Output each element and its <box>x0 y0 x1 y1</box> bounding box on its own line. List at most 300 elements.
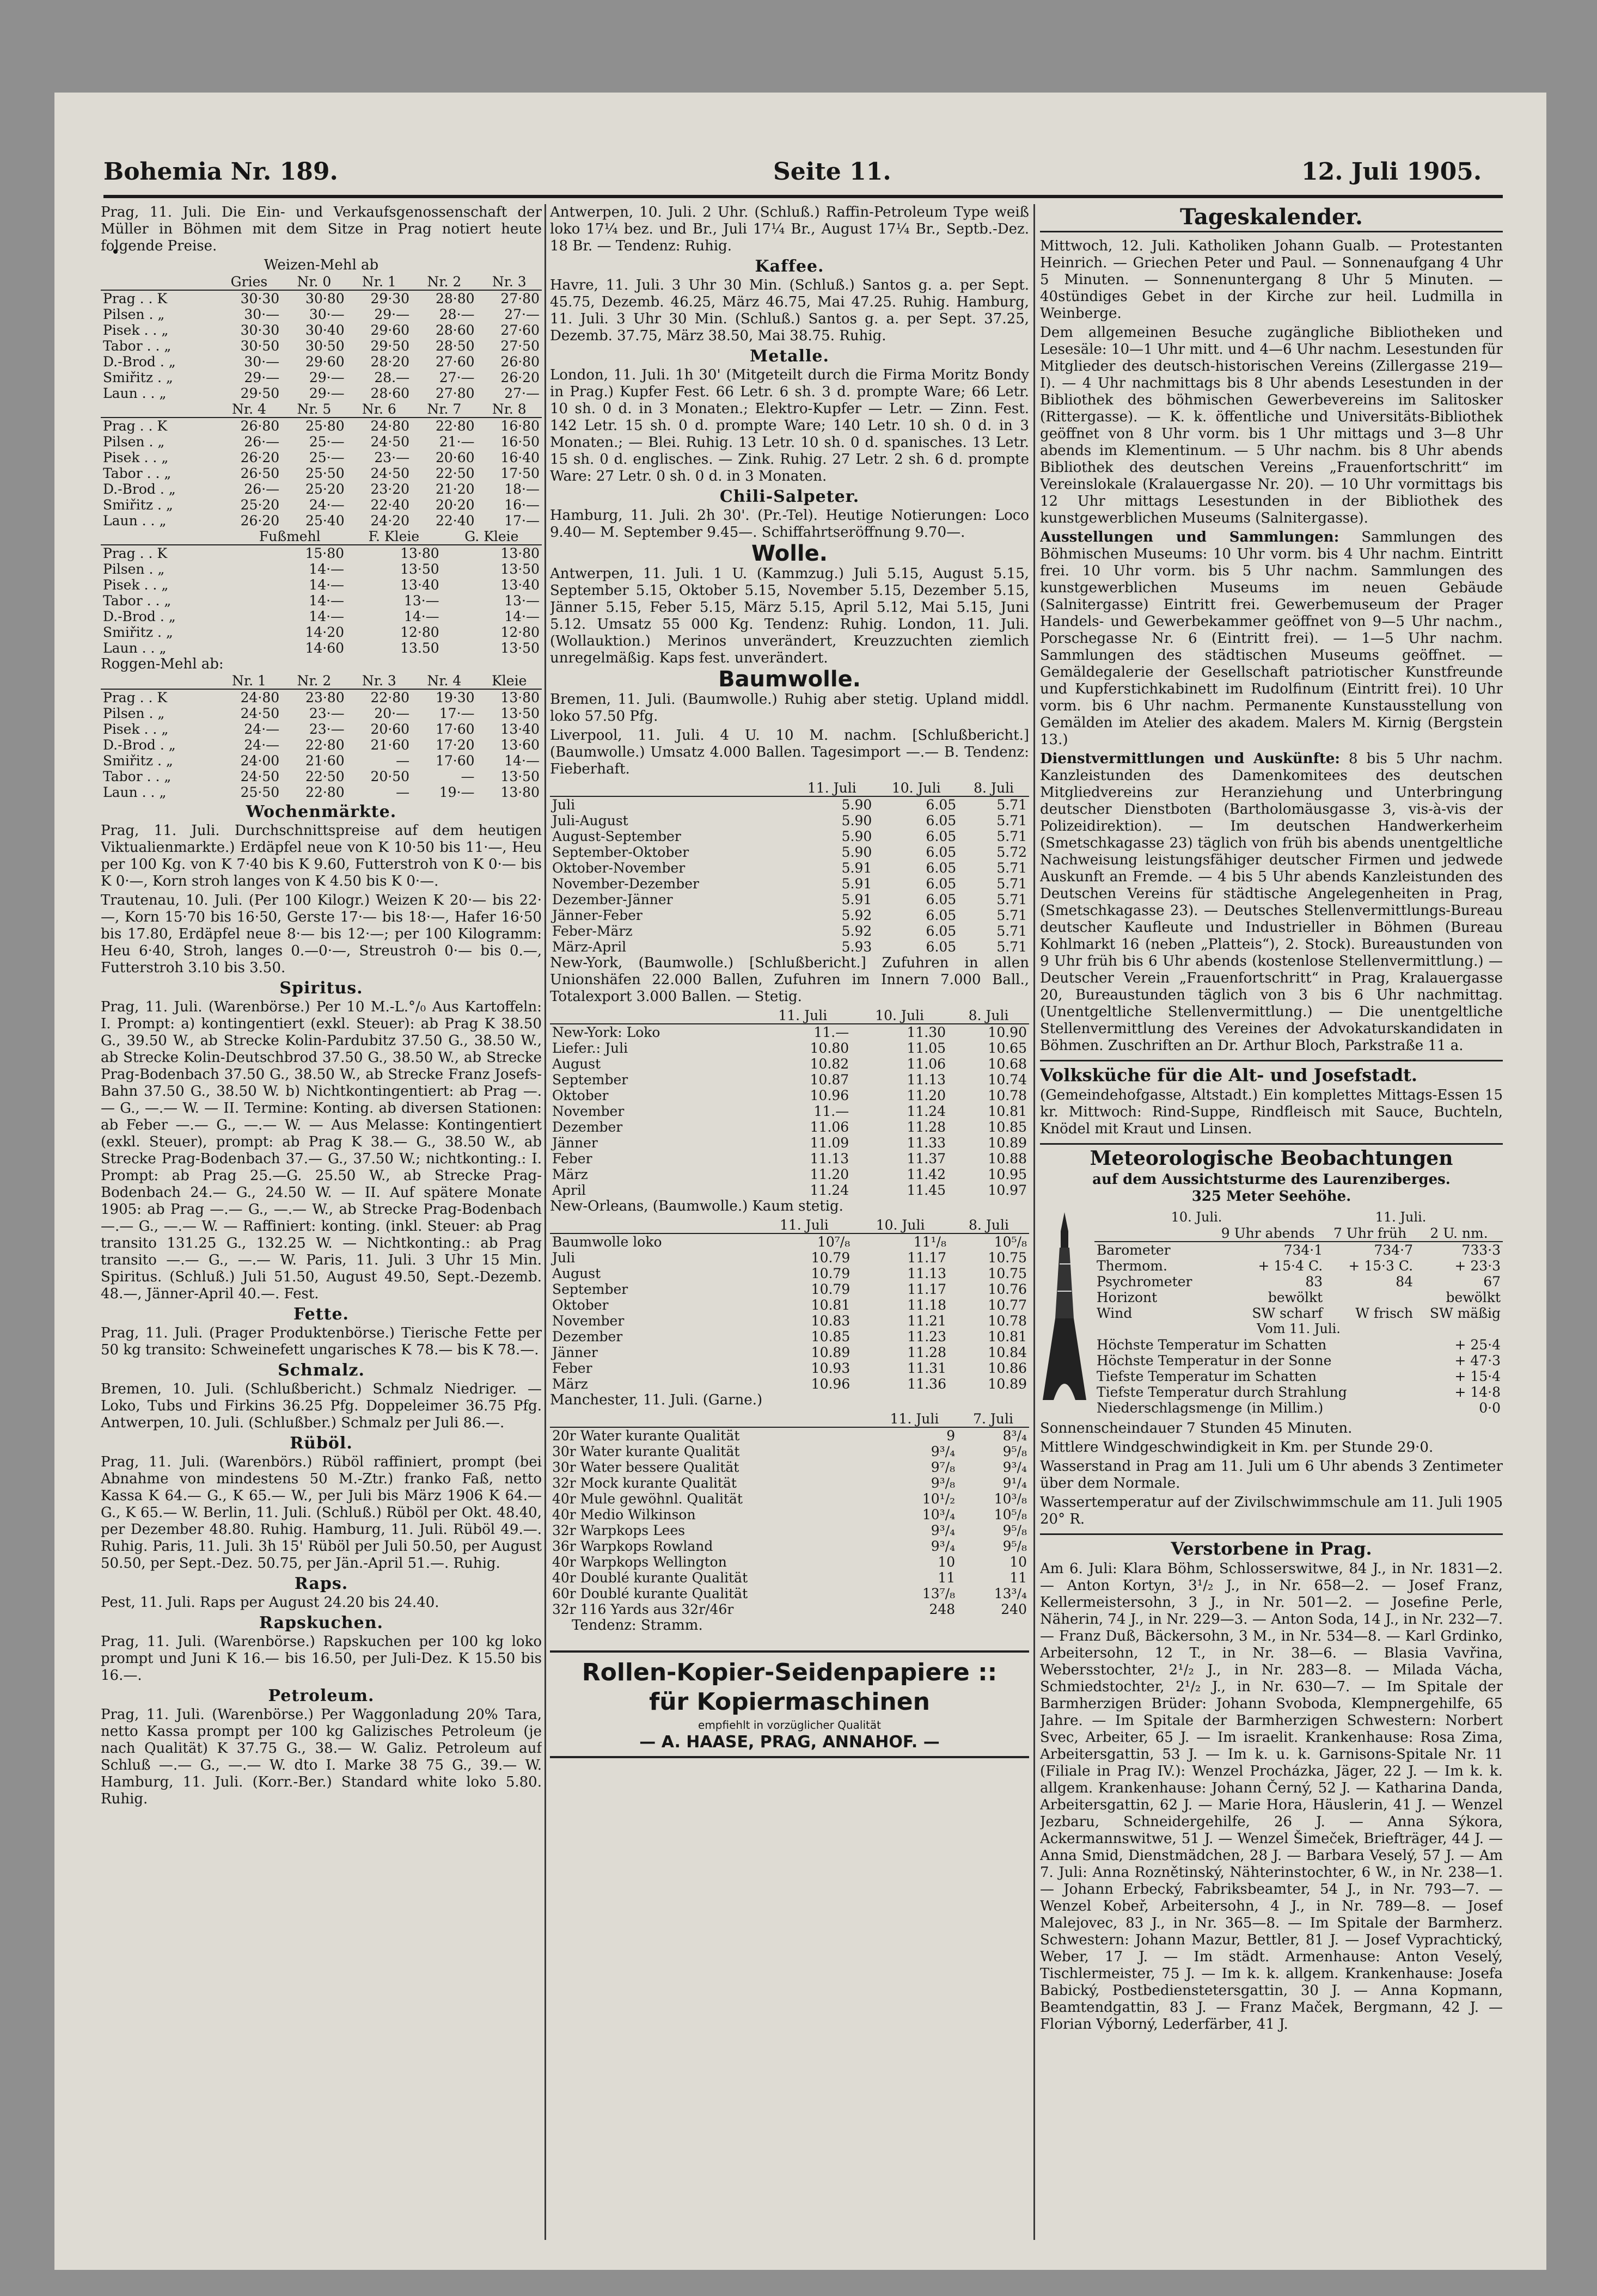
table-cell: 13⁷/₈ <box>922 1586 956 1601</box>
table-cell: 5.92 <box>841 907 872 923</box>
table-cell: 10.89 <box>988 1135 1027 1151</box>
column-header: 11. Juli <box>872 1411 957 1427</box>
table-cell: 11.20 <box>907 1088 946 1103</box>
table-cell: 29·— <box>244 370 280 385</box>
table-row <box>101 338 542 354</box>
article: Mittwoch, 12. Juli. Katholiken Johann Gualb. — Protestanten Heinrich. — Griechen Peter und Paul. — Sonnenaufgang 4 Uhr 5 Minuten. — Sonnenuntergang 8 Uhr 5 Minuten. — 40stündiges Gebet in der Kirche zur heil. Ludmilla in Weinberge. <box>1040 238 1503 322</box>
table-cell: 20·20 <box>435 497 475 513</box>
column-header: Nr. 6 <box>347 401 412 418</box>
table-cell: 30·— <box>309 306 345 322</box>
divider <box>1040 231 1503 232</box>
table-row <box>101 769 542 784</box>
table-cell: August <box>552 1056 601 1072</box>
table-cell: 13·50 <box>500 640 540 656</box>
table-cell: 67 <box>1483 1274 1501 1290</box>
table-row <box>550 1088 1029 1103</box>
table-cell: 5.72 <box>996 844 1027 860</box>
article: Bremen, 10. Juli. (Schlußbericht.) Schmalz Niedriger. — Loko, Tubs und Firkins 36.25 Pfg. Doppeleimer 36.75 Pfg. Antwerpen, 10. Juli. (Schlußber.) Schmalz per Juli 86.—. <box>101 1381 542 1431</box>
table-cell: 9³/₄ <box>1002 1459 1027 1475</box>
table-cell: 20·50 <box>370 769 410 784</box>
table-cell: 10.87 <box>810 1072 849 1088</box>
table-cell: Oktober-November <box>552 860 686 876</box>
table-cell: Prag . . K <box>103 690 168 705</box>
table-cell: + 14·8 <box>1454 1384 1501 1400</box>
table-row <box>1094 1368 1503 1384</box>
table-cell: 19·— <box>439 784 475 800</box>
table-cell: 29·— <box>374 306 410 322</box>
table-cell: 20·60 <box>435 450 475 465</box>
section-heading: Tageskalender. <box>1180 204 1363 230</box>
table-row <box>550 923 1029 939</box>
table-cell: 11.28 <box>907 1119 946 1135</box>
table-cell: 21·— <box>439 434 475 450</box>
table-cell: 27·— <box>439 370 475 385</box>
header-rule <box>103 195 1503 198</box>
table-cell: Laun . . „ <box>103 784 167 800</box>
table-cell: 12·80 <box>500 624 540 640</box>
table-row <box>550 1024 1029 1040</box>
table-cell: 10⁵/₈ <box>994 1234 1027 1250</box>
table-cell: Juli <box>552 1250 576 1266</box>
table-cell: 9³/₄ <box>931 1538 956 1554</box>
table-cell: 13·— <box>403 593 439 609</box>
mill-intro: Prag, 11. Juli. Die Ein- und Verkaufsgenossenschaft der Müller in Böhmen mit dem Sitze in Prag notiert heute folgende Preise. <box>101 204 542 254</box>
table-cell: 32r Warpkops Lees <box>552 1523 686 1538</box>
table-cell: 13·80 <box>500 784 540 800</box>
table-row <box>101 354 542 370</box>
table-cell: 10.81 <box>988 1103 1027 1119</box>
table-cell: 734·1 <box>1283 1242 1323 1258</box>
table-cell: 13·80 <box>500 545 540 561</box>
article: Prag, 11. Juli. (Prager Produktenbörse.) Tierische Fette per 50 kg transito: Schweinefett ungarisches K 78.— bis K 78.—. <box>101 1325 542 1358</box>
table-cell: 5.91 <box>841 876 872 892</box>
tendenz: Tendenz: Stramm. <box>572 1617 703 1634</box>
table-row <box>550 1281 1029 1297</box>
table-cell: 734·7 <box>1374 1242 1414 1258</box>
subheading: 325 Meter Seehöhe. <box>1191 1188 1351 1205</box>
table-cell: 13·— <box>504 593 540 609</box>
table-cell: 13·60 <box>500 737 540 753</box>
table-cell: Tiefste Temperatur durch Strahlung <box>1097 1384 1347 1400</box>
table-cell: 11.24 <box>810 1182 849 1198</box>
table-cell: 10 <box>938 1554 956 1570</box>
table-row <box>101 306 542 322</box>
table-cell: Pilsen . „ <box>103 705 165 721</box>
table-cell: Barometer <box>1097 1242 1171 1258</box>
table-cell: 10.89 <box>988 1376 1027 1392</box>
table-cell: 5.71 <box>996 876 1027 892</box>
column-header: 2 U. nm. <box>1415 1225 1503 1242</box>
table-cell: 14·— <box>504 753 540 769</box>
table-cell: 11¹/₈ <box>913 1234 946 1250</box>
table-row <box>550 876 1029 892</box>
table-cell: 10.85 <box>811 1329 850 1345</box>
table-cell: Smiřitz . „ <box>103 624 173 640</box>
article: Liverpool, 11. Juli. 4 U. 10 M. nachm. [Schlußbericht.] (Baumwolle.) Umsatz 4.000 Ballen. Tagesimport —.— B. Tendenz: Fieberhaft. <box>550 727 1029 777</box>
column-header: G. Kleie <box>442 529 542 545</box>
table-header-row <box>550 1008 1029 1024</box>
column-header: 11. Juli <box>756 1217 853 1233</box>
table-row <box>101 640 542 656</box>
table-cell: 5.90 <box>841 828 872 844</box>
table-cell: 6.05 <box>926 892 957 907</box>
table-cell: 10.82 <box>810 1056 849 1072</box>
table-cell: 26·80 <box>240 418 280 434</box>
column-header: Nr. 4 <box>217 401 282 418</box>
table-cell: 10.79 <box>811 1281 850 1297</box>
column-header: Nr. 7 <box>412 401 476 418</box>
table-cell: 30·30 <box>240 291 280 306</box>
table-cell: 5.71 <box>996 860 1027 876</box>
table-cell: + 23·3 <box>1454 1258 1501 1274</box>
table-cell: Prag . . K <box>103 545 168 561</box>
weather-vom: Vom 11. Juli. <box>1257 1321 1341 1336</box>
section-heading: Rapskuchen. <box>259 1613 383 1632</box>
table-row <box>550 796 1029 813</box>
article: Wasserstand in Prag am 11. Juli um 6 Uhr abends 3 Zentimeter über dem Normale. <box>1040 1458 1503 1491</box>
table-cell: 5.71 <box>996 813 1027 828</box>
table-cell: 17·— <box>504 513 540 529</box>
table-cell: 6.05 <box>926 844 957 860</box>
table-cell: 26·20 <box>240 450 280 465</box>
column-header: Fußmehl <box>234 529 347 545</box>
section-heading: Spiritus. <box>279 979 363 998</box>
table-cell: D.-Brod . „ <box>103 737 176 753</box>
column-header: 11. Juli <box>754 1008 851 1024</box>
table-cell: November-Dezember <box>552 876 700 892</box>
table-cell: Pisek . . „ <box>103 577 169 593</box>
table-row <box>550 1266 1029 1281</box>
table-cell: 11.30 <box>907 1024 946 1040</box>
table-cell: 18·— <box>504 481 540 497</box>
table-cell: 10.76 <box>988 1281 1027 1297</box>
table-cell: März <box>552 1376 588 1392</box>
article: Prag, 11. Juli. (Warenbörse.) Per 10 M.-L.°/₀ Aus Kartoffeln: I. Prompt: a) kontingentiert (exkl. Steuer): ab Prag K 38.50 G., 39.50 W., ab Strecke Kolin-Pardubitz 37.50 G., 38.50 W., ab Strecke Kolin-Deutschbrod 37.50 G., 38.50 W., ab Strecke Prag-Bodenbach 37.50 G., 38.50 W., ab Strecke Franz Josefs-Bahn 37.50 G., 38.50 W. b) Nichtkontingentiert: ab Prag —.— G., —.— W. — II. Termine: Konting. ab diversen Stationen: ab Feber —.— G., —.— W. — Aus Melasse: Kontingentiert (exkl. Steuer), prompt: ab Prag K 38.— G., 38.50 W., ab Strecke Prag-Bodenbach 37.— G., 37.50 W.; nichtkonting.: I. Prompt: ab Prag 25.—G. 25.50 W., ab Strecke Prag-Bodenbach 24.— G., 24.50 W. — II. Auf spätere Monate 1905: ab Prag —.— G., —.— W., ab Strecke Prag-Bodenbach —.— G., —.— W. — Raffiniert: konting. (inkl. Steuer: ab Prag transito 131.25 G., 132.25 W. — Nichtkonting.: ab Prag transito —.— G., —.— W. Paris, 11. Juli. 3 Uhr 15 Min. Spiritus. (Schluß.) Juli 51.50, August 49.50, Sept.-Dezemb. 48.—, Jänner-April 40.—. Fest. <box>101 999 542 1302</box>
table-row <box>101 609 542 624</box>
table-cell: 5.92 <box>841 923 872 939</box>
table-cell: 22·80 <box>370 690 410 705</box>
table-cell: 10.77 <box>988 1297 1027 1313</box>
ad-line: für Kopiermaschinen <box>649 1688 930 1716</box>
article: Wassertemperatur auf der Zivilschwimmschule am 11. Juli 1905 20° R. <box>1040 1494 1503 1527</box>
table-cell: 28·20 <box>370 354 410 370</box>
liverpool-table <box>550 780 1029 955</box>
table-row <box>550 1167 1029 1182</box>
table-cell: Oktober <box>552 1088 609 1103</box>
article: London, 11. Juli. 1h 30' (Mitgeteilt durch die Firma Moritz Bondy in Prag.) Kupfer Fest. 66 Letr. 6 sh. 3 d. prompte Ware; 66 Letr. 10 sh. 0 d. in 3 Monaten.; Elektro-Kupfer — Letr. — Zinn. Fest. 142 Letr. 15 sh. 0 d. prompte Ware; 140 Letr. 10 sh. 0 d. in 3 Monaten.; — Blei. Ruhig. 13 Letr. 10 sh. 0 d. spanisches. 13 Letr. 15 sh. 0 d. englisches. — Zink. Ruhig. 27 Letr. 2 sh. 6 d. prompte Ware: 27 Letr. 0 sh. 0 d. in 3 Monaten. <box>550 367 1029 484</box>
table-cell: 14·— <box>309 577 345 593</box>
table-cell: 13·40 <box>500 721 540 737</box>
table-cell: 10.88 <box>988 1151 1027 1167</box>
table-row <box>101 450 542 465</box>
table-row <box>101 370 542 385</box>
table-cell: 11.06 <box>907 1056 946 1072</box>
table-cell: 10.90 <box>988 1024 1027 1040</box>
table-cell: 13·40 <box>500 577 540 593</box>
table-cell: 5.91 <box>841 860 872 876</box>
table-cell: 14·— <box>403 609 439 624</box>
table-row <box>1094 1258 1503 1274</box>
table-row <box>101 434 542 450</box>
table-cell: Tabor . . „ <box>103 338 172 354</box>
table-cell: Tabor . . „ <box>103 593 172 609</box>
table-cell: 11.42 <box>907 1167 946 1182</box>
table-cell: 6.05 <box>926 828 957 844</box>
table-cell: 9⁷/₈ <box>931 1459 956 1475</box>
ad-line: — A. HAASE, PRAG, ANNAHOF. — <box>639 1733 940 1752</box>
table-row <box>1094 1400 1503 1416</box>
weizen-table-2 <box>101 401 542 529</box>
table-cell: 9⁵/₈ <box>1002 1523 1027 1538</box>
article: New-Orleans, (Baumwolle.) Kaum stetig. <box>550 1198 843 1214</box>
table-cell: Thermom. <box>1097 1258 1167 1274</box>
table-cell: 26·50 <box>240 465 280 481</box>
column-header: 9 Uhr abends <box>1211 1225 1325 1242</box>
section-heading: Raps. <box>294 1574 348 1593</box>
table-cell: 10.96 <box>811 1376 850 1392</box>
table-row <box>550 1329 1029 1345</box>
column-header: 8. Juli <box>948 1008 1029 1024</box>
table-cell: 24·80 <box>370 418 410 434</box>
table-cell: 24·— <box>309 497 345 513</box>
table-row <box>101 753 542 769</box>
table-cell: Feber <box>552 1360 592 1376</box>
table-cell: 21·20 <box>435 481 475 497</box>
neworleans-table <box>550 1217 1029 1392</box>
table-cell: 10.75 <box>988 1250 1027 1266</box>
table-cell: SW mäßig <box>1429 1305 1501 1321</box>
table-cell: 5.71 <box>996 923 1027 939</box>
article: Manchester, 11. Juli. (Garne.) <box>550 1392 763 1408</box>
table-cell: — <box>396 784 410 800</box>
table-cell: 9³/₄ <box>931 1444 956 1459</box>
table-cell: 28·60 <box>435 322 475 338</box>
table-cell: — <box>396 753 410 769</box>
table-cell: Prag . . K <box>103 291 168 306</box>
ad-line: Rollen-Kopier-Seidenpapiere :: <box>582 1659 998 1686</box>
article <box>1040 529 1503 748</box>
table-cell: 5.93 <box>841 939 872 955</box>
table-cell: 20·— <box>374 705 410 721</box>
table-row <box>550 1491 1029 1507</box>
table-row <box>550 1523 1029 1538</box>
column-header: 10. Juli <box>851 1008 948 1024</box>
table-cell: 10.85 <box>988 1119 1027 1135</box>
article-text: 8 bis 5 Uhr nachm. Kanzleistunden des Damenkomitees des deutschen Mitgliedvereins zur Heranziehung und Unterbringung deutscher Dienstboten (Bartholomäusgasse 3, vis-à-vis der Polizeidirektion). — Im deutschen Handwerkerheim (Smetschkagasse 23) täglich von früh bis abends unentgeltliche Nachweisung leistungsfähiger deutscher Firmen und jedwede Auskunft an Fremde. — 4 bis 5 Uhr abends Kanzleistunden des Deutschen Vereins für städtische Angelegenheiten in Prag, (Smetschkagasse 23). — Deutsches Stellenvermittlungs-Bureau deutscher Kaufleute und Industrieller in Böhmen (Bureau Kohlmarkt 16 (neben „Platteis“), 2. Stock). Bureaustunden von 9 Uhr früh bis 6 Uhr abends (kostenlose Stellenvermittlung.) — Deutscher Verein „Frauenfortschritt“ in Prag, Kralauergasse 20, Bureaustunden täglich von 3 bis 6 Uhr nachmittag. (Unentgeltliche Stellenvermittlung.) — Die unentgeltliche Stellenvermittlung des Vereines der Advokaturskandidaten in Böhmen. Zuschriften an Dr. Arthur Bloch, Parkstraße 11 a. <box>1040 751 1503 1054</box>
roggen-title: Roggen-Mehl ab: <box>101 656 224 672</box>
table-cell: D.-Brod . „ <box>103 481 176 497</box>
column-header: 8. Juli <box>949 1217 1029 1233</box>
table-cell: Dezember <box>552 1119 623 1135</box>
table-row <box>550 1313 1029 1329</box>
table-cell: 25·20 <box>305 481 345 497</box>
table-cell: 10⁵/₈ <box>994 1507 1027 1523</box>
table-cell: 19·30 <box>435 690 475 705</box>
table-cell: Höchste Temperatur im Schatten <box>1097 1337 1327 1353</box>
subheading: Dienstvermittlungen und Auskünfte: <box>1040 751 1341 767</box>
table-row <box>550 828 1029 844</box>
table-cell: 25·50 <box>305 465 345 481</box>
kleie-table <box>101 529 542 656</box>
table-cell: Juli-August <box>552 813 628 828</box>
table-cell: 16·40 <box>500 450 540 465</box>
table-row <box>101 689 542 705</box>
weather-table <box>1094 1225 1503 1321</box>
table-cell: 13·50 <box>500 705 540 721</box>
table-cell: 10.79 <box>811 1250 850 1266</box>
table-cell: 14·— <box>309 609 345 624</box>
article: Dem allgemeinen Besuche zugängliche Bibliotheken und Lesesäle: 10—1 Uhr mitt. und 4—6 Uhr nachm. Lesestunden für Mitglieder des deutsch-historischen Vereins (Zillergasse 219—I). — 4 Uhr nachmittags bis 8 Uhr abends Lesestunden in der Bibliothek des böhmischen Gewerbevereins im Salitosker (Rittergasse). — K. k. öffentliche und Universitäts-Bibliothek geöffnet von 8 Uhr vorm. bis 1 Uhr mittags und 3—8 Uhr abends im Klementinum. — 5 Uhr nachm. bis 8 Uhr abends Bibliothek des deutschen Vereins „Frauenfortschritt“ im Vereinslokale (Kralauergasse Nr. 20). — 10 Uhr vormittags bis 12 Uhr mittags Lesestunden in der Bibliothek des kunstgewerblichen Museums (Salnitergasse). <box>1040 324 1503 526</box>
table-cell: 10 <box>1009 1554 1027 1570</box>
table-cell: 11.13 <box>907 1266 946 1281</box>
table-cell: April <box>552 1182 586 1198</box>
table-cell: 30·— <box>244 306 280 322</box>
table-cell: 10.96 <box>810 1088 849 1103</box>
table-cell: 5.90 <box>841 844 872 860</box>
table-header-row <box>101 673 542 689</box>
table-row <box>550 1360 1029 1376</box>
table-cell: 5.90 <box>841 813 872 828</box>
table-cell: 5.71 <box>996 907 1027 923</box>
table-row <box>101 561 542 577</box>
table-row <box>550 1601 1029 1617</box>
table-cell: Pisek . . „ <box>103 721 169 737</box>
table-row <box>1094 1353 1503 1368</box>
table-cell: 10.75 <box>988 1266 1027 1281</box>
table-cell: 27·— <box>504 306 540 322</box>
table-cell: Dezember-Jänner <box>552 892 673 907</box>
table-cell: 24·00 <box>240 753 280 769</box>
table-cell: 11.23 <box>907 1329 946 1345</box>
table-cell: 10¹/₂ <box>922 1491 956 1507</box>
table-cell: 11.— <box>813 1103 849 1119</box>
table-header-row <box>101 274 542 290</box>
column-header: Nr. 3 <box>477 274 542 290</box>
weizen-table-1 <box>101 274 542 401</box>
table-row <box>101 705 542 721</box>
table-cell: 22·50 <box>305 769 345 784</box>
table-header-row <box>550 1217 1029 1233</box>
table-row <box>101 784 542 800</box>
table-cell: 10.78 <box>988 1313 1027 1329</box>
table-cell: Niederschlagsmenge (in Millim.) <box>1097 1400 1324 1416</box>
section-heading: Rüböl. <box>290 1434 353 1453</box>
table-cell: 23·20 <box>370 481 410 497</box>
subheading: auf dem Aussichtsturme des Laurenziberges. <box>1092 1171 1451 1188</box>
table-header-row <box>101 401 542 418</box>
page-number: Seite 11. <box>773 158 891 186</box>
table-cell: 25·— <box>309 450 345 465</box>
table-cell: — <box>461 769 475 784</box>
article: Antwerpen, 11. Juli. 1 U. (Kammzug.) Juli 5.15, August 5.15, September 5.15, Oktober 5.15, November 5.15, Dezember 5.15, Jänner 5.15, Feber 5.15, März 5.15, April 5.12, Mai 5.15, Juni 5.12. Umsatz 55 000 Kg. Tendenz: Ruhig. London, 11. Juli. (Wollauktion.) Merinos unverändert, Kreuzzuchten ziemlich unregelmäßig. Kaps fest. unverändert. <box>550 566 1029 666</box>
table-cell: Laun . . „ <box>103 640 167 656</box>
table-row <box>550 1427 1029 1444</box>
table-cell: 26·80 <box>500 354 540 370</box>
weather-date: 11. Juli. <box>1375 1210 1427 1225</box>
table-cell: Pilsen . „ <box>103 306 165 322</box>
divider <box>1040 1533 1503 1535</box>
table-cell: 84 <box>1396 1274 1414 1290</box>
table-cell: Smiřitz . „ <box>103 497 173 513</box>
table-cell: 32r 116 Yards aus 32r/46r <box>552 1601 734 1617</box>
table-row <box>1094 1337 1503 1353</box>
table-cell: 14·20 <box>305 624 345 640</box>
table-cell: Smiřitz . „ <box>103 753 173 769</box>
table-cell: September <box>552 1072 628 1088</box>
table-row <box>1094 1242 1503 1258</box>
table-cell: Höchste Temperatur in der Sonne <box>1097 1353 1332 1368</box>
table-cell: 30·50 <box>240 338 280 354</box>
table-row <box>101 418 542 434</box>
weather-readings <box>1094 1210 1503 1416</box>
table-cell: 30r Water bessere Qualität <box>552 1459 739 1475</box>
table-cell: August-September <box>552 828 681 844</box>
article: Hamburg, 11. Juli. 2h 30'. (Pr.-Tel). Heutige Notierungen: Loco 9.40— M. September 9.45—. Schiffahrtseröffnung 9.70—. <box>550 507 1029 541</box>
table-cell: 11.13 <box>907 1072 946 1088</box>
column-header <box>550 1008 754 1024</box>
table-cell: 9⁵/₈ <box>1002 1538 1027 1554</box>
table-cell: 29·— <box>309 385 345 401</box>
article: New-York, (Baumwolle.) [Schlußbericht.] Zufuhren in allen Unionshäfen 22.000 Ballen, Zufuhren im Innern 7.000 Ball., Totalexport 3.000 Ballen. — Stetig. <box>550 955 1029 1005</box>
table-cell: 10⁷/₈ <box>817 1234 850 1250</box>
table-cell: 10.89 <box>811 1345 850 1360</box>
table-cell: + 15·4 <box>1454 1368 1501 1384</box>
table-cell: 22·80 <box>435 418 475 434</box>
table-cell: Liefer.: Juli <box>552 1040 628 1056</box>
table-cell: 28·60 <box>370 385 410 401</box>
table-cell: SW scharf <box>1252 1305 1323 1321</box>
table-cell: 11.31 <box>907 1360 946 1376</box>
table-cell: 11.06 <box>810 1119 849 1135</box>
table-cell: 10.84 <box>988 1345 1027 1360</box>
table-cell: 17·60 <box>435 721 475 737</box>
table-cell: 17·20 <box>435 737 475 753</box>
table-cell: 40r Medio Wilkinson <box>552 1507 696 1523</box>
table-cell: 13·50 <box>500 769 540 784</box>
table-row <box>550 1459 1029 1475</box>
table-cell: 10.68 <box>988 1056 1027 1072</box>
table-cell: 10.86 <box>988 1360 1027 1376</box>
table-cell: 27·— <box>504 385 540 401</box>
table-row <box>101 513 542 529</box>
table-row <box>550 844 1029 860</box>
table-cell: 11 <box>1009 1570 1027 1586</box>
table-cell: 10.83 <box>811 1313 850 1329</box>
table-row <box>550 1135 1029 1151</box>
table-cell: 6.05 <box>926 939 957 955</box>
table-cell: Pilsen . „ <box>103 434 165 450</box>
column-header: 11. Juli <box>790 780 874 796</box>
table-cell: November <box>552 1313 625 1329</box>
article: Prag, 11. Juli. (Warenbörse.) Rapskuchen per 100 kg loko prompt und Juni K 16.— bis 16.50, per Juli-Dez. K 15.50 bis 16.—. <box>101 1634 542 1684</box>
table-row <box>550 1376 1029 1392</box>
table-cell: März-April <box>552 939 627 955</box>
table-cell: Smiřitz . „ <box>103 370 173 385</box>
article-text: Sammlungen des Böhmischen Museums: 10 Uhr vorm. bis 4 Uhr nachm. Eintritt frei. 10 Uhr vorm. bis 5 Uhr nachm. Sammlungen des kunstgewerblichen Museums im neuen Gebäude (Salnitergasse) Eintritt frei. Gewerbemuseum der Prager Handels- und Gewerbekammer geöffnet von 9—5 Uhr nachm., Porschegasse Nr. 6 (Eintritt frei). — 1—5 Uhr nachm. Sammlungen des städtischen Museums geöffnet. — Gemäldegalerie der Gesellschaft patriotischer Kunstfreunde und Kupferstichkabinett im Rudolfinum (Eintritt frei). 10 Uhr vorm. bis 6 Uhr nachm. Permanente Kunstausstellung von Gemälden im Atelier des akadem. Malers M. Kirnig (Bergstein 13.) <box>1040 529 1503 748</box>
weather-date: 10. Juli. <box>1171 1210 1222 1225</box>
column-header <box>550 1411 872 1427</box>
column-3 <box>1040 204 1503 2251</box>
column-divider <box>544 204 546 2240</box>
table-cell: 11.20 <box>810 1167 849 1182</box>
table-cell: New-York: Loko <box>552 1024 660 1040</box>
table-row <box>1094 1305 1503 1321</box>
section-heading: Verstorbene in Prag. <box>1171 1538 1372 1559</box>
table-cell <box>1325 1290 1415 1305</box>
article: Prag, 11. Juli. (Warenbörs.) Rüböl raffiniert, prompt (bei Abnahme von mindestens 50 M.-Ztr.) franko Faß, netto Kassa K 64.— G., K 65.— W., per Juli bis März 1906 K 64.— G., K 65.— W. Berlin, 11. Juli. (Schluß.) Rüböl per Okt. 48.40, per Dezember 48.80. Ruhig. Hamburg, 11. Juli. Rüböl 49.—. Ruhig. Paris, 11. Juli. 3h 15' Rüböl per Juli 50.50, per August 50.50, per Sept.-Dez. 50.75, per Jän.-April 51.—. Ruhig. <box>101 1454 542 1571</box>
column-1 <box>101 204 542 2251</box>
table-cell: 11.28 <box>907 1345 946 1360</box>
